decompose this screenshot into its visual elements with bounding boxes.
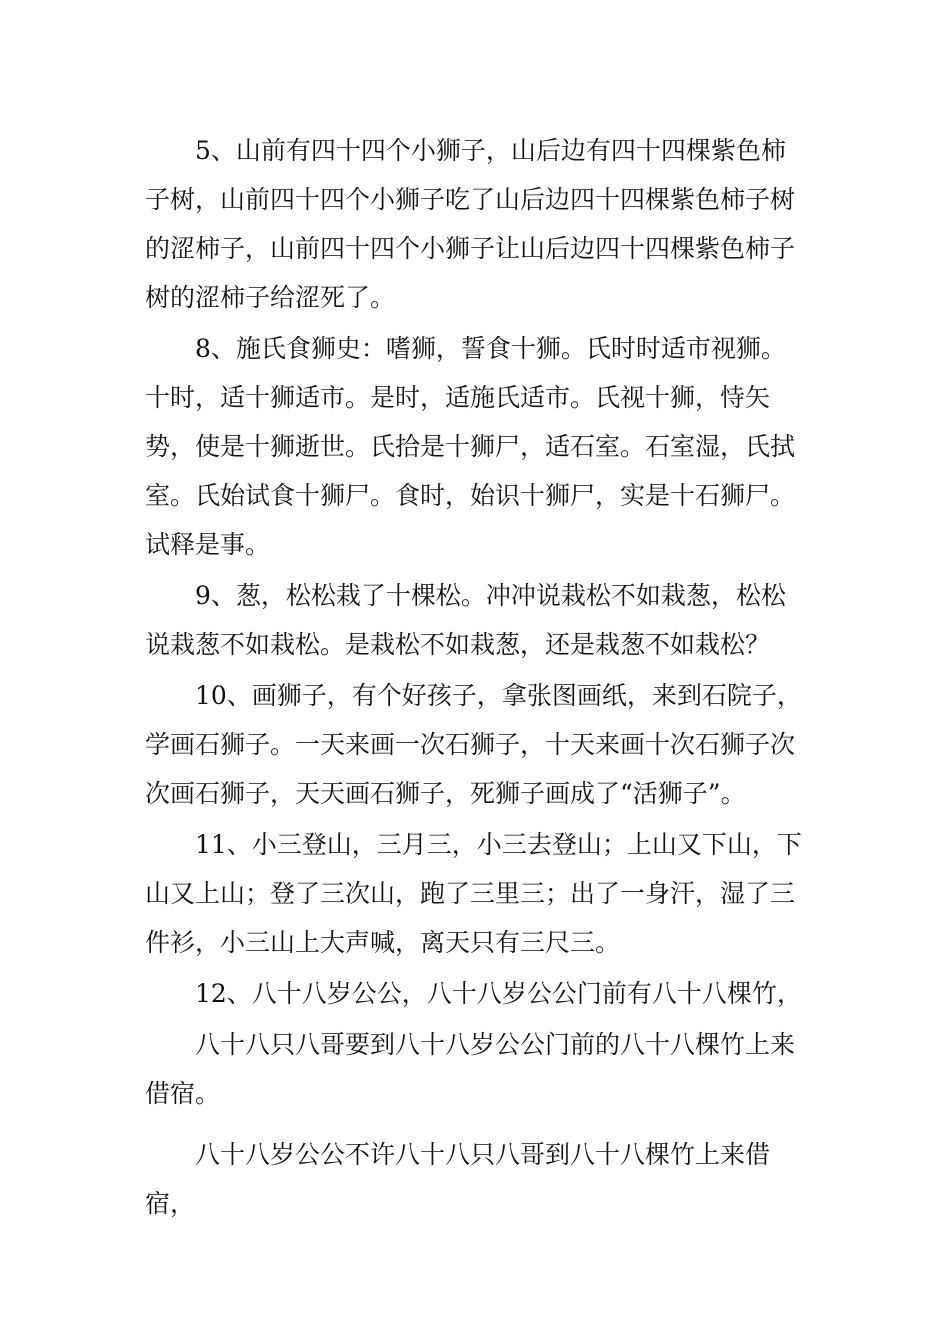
paragraph-9: 9、葱，松松栽了十棵松。冲冲说栽松不如栽葱，松松说栽葱不如栽松。是栽松不如栽葱，还是栽葱不如栽松？: [145, 581, 786, 659]
paragraph-11: 11、小三登山，三月三，小三去登山；上山又下山，下山又上山；登了三次山，跑了三里三；出了一身汗，湿了三件衫，小三山上大声喊，离天只有三尺三。: [145, 830, 802, 957]
paragraph-5: 5、山前有四十四个小狮子，山后边有四十四棵紫色柿子树，山前四十四个小狮子吃了山后边四十四棵紫色柿子树的涩柿子，山前四十四个小狮子让山后边四十四棵紫色柿子树的涩柿子给涩死了。: [145, 136, 796, 312]
document-body: [145, 126, 810, 1230]
paragraph-8: 8、施氏食狮史：嗜狮，誓食十狮。氏时时适市视狮。十时，适十狮适市。是时，适施氏适市。氏视十狮，恃矢势，使是十狮逝世。氏拾是十狮尸，适石室。石室湿，氏拭室。氏始试食十狮尸。食时，始识十狮尸，实是十石狮尸。试释是事。: [145, 334, 796, 559]
paragraph-12-line-2: 八十八只八哥要到八十八岁公公门前的八十八棵竹上来借宿。: [145, 1030, 796, 1108]
paragraph-12: 12、八十八岁公公，八十八岁公公门前有八十八棵竹，: [195, 979, 802, 1008]
paragraph-10: 10、画狮子，有个好孩子，拿张图画纸，来到石院子，学画石狮子。一天来画一次石狮子，十天来画十次石狮子次次画石狮子，天天画石狮子，死狮子画成了“活狮子”。: [145, 681, 802, 808]
paragraph-12-line-3: 八十八岁公公不许八十八只八哥到八十八棵竹上来借宿，: [145, 1140, 771, 1218]
